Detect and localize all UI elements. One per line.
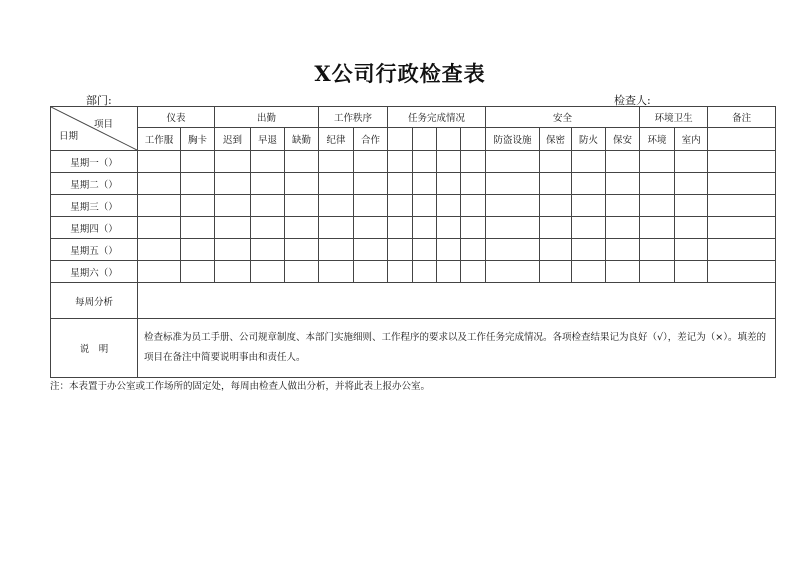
entry-cell[interactable] <box>572 151 606 173</box>
entry-cell[interactable] <box>640 239 675 261</box>
entry-cell[interactable] <box>138 173 181 195</box>
subheader-cell: 室内 <box>675 128 708 151</box>
entry-cell[interactable] <box>181 239 215 261</box>
entry-cell[interactable] <box>675 261 708 283</box>
entry-cell[interactable] <box>640 261 675 283</box>
entry-cell[interactable] <box>675 151 708 173</box>
entry-cell[interactable] <box>388 173 413 195</box>
entry-cell[interactable] <box>354 261 388 283</box>
group-header-anquan: 安全 <box>486 107 640 128</box>
entry-cell[interactable] <box>251 195 285 217</box>
subheader-cell: 防火 <box>572 128 606 151</box>
day-label: 星期六（） <box>51 261 138 283</box>
entry-cell[interactable] <box>437 195 461 217</box>
day-label: 星期三（） <box>51 195 138 217</box>
entry-cell[interactable] <box>319 261 354 283</box>
entry-cell[interactable] <box>181 261 215 283</box>
entry-cell[interactable] <box>486 151 540 173</box>
entry-cell[interactable] <box>572 239 606 261</box>
entry-cell[interactable] <box>215 261 251 283</box>
entry-cell[interactable] <box>388 239 413 261</box>
subheader-cell: 纪律 <box>319 128 354 151</box>
entry-cell[interactable] <box>486 195 540 217</box>
entry-cell[interactable] <box>708 217 776 239</box>
entry-cell[interactable] <box>413 217 437 239</box>
entry-cell[interactable] <box>675 195 708 217</box>
entry-cell[interactable] <box>540 239 572 261</box>
entry-cell[interactable] <box>413 151 437 173</box>
entry-cell[interactable] <box>606 239 640 261</box>
subheader-cell: 防盗设施 <box>486 128 540 151</box>
entry-cell[interactable] <box>640 195 675 217</box>
day-label: 星期四（） <box>51 217 138 239</box>
entry-cell[interactable] <box>413 261 437 283</box>
note-label: 说 明 <box>51 319 138 378</box>
entry-cell[interactable] <box>181 173 215 195</box>
entry-cell[interactable] <box>708 239 776 261</box>
entry-cell[interactable] <box>388 151 413 173</box>
entry-cell[interactable] <box>437 151 461 173</box>
page-title: X公司行政检查表 <box>314 61 486 86</box>
entry-cell[interactable] <box>319 195 354 217</box>
entry-cell[interactable] <box>215 217 251 239</box>
entry-cell[interactable] <box>461 195 486 217</box>
corner-label-item: 项目 <box>93 119 113 130</box>
entry-cell[interactable] <box>215 239 251 261</box>
entry-cell[interactable] <box>388 261 413 283</box>
subheader-cell: 迟到 <box>215 128 251 151</box>
entry-cell[interactable] <box>413 173 437 195</box>
entry-cell[interactable] <box>540 195 572 217</box>
subheader-cell: 合作 <box>354 128 388 151</box>
entry-cell[interactable] <box>354 151 388 173</box>
subheader-cell: 胸卡 <box>181 128 215 151</box>
entry-cell[interactable] <box>572 261 606 283</box>
day-label: 星期一（） <box>51 151 138 173</box>
entry-cell[interactable] <box>251 151 285 173</box>
subheader-cell: 缺勤 <box>285 128 319 151</box>
entry-cell[interactable] <box>675 217 708 239</box>
entry-cell[interactable] <box>461 239 486 261</box>
entry-cell[interactable] <box>251 217 285 239</box>
day-label: 星期二（） <box>51 173 138 195</box>
entry-cell[interactable] <box>606 261 640 283</box>
subheader-cell: 保密 <box>540 128 572 151</box>
subheader-cell <box>388 128 413 151</box>
subheader-cell-remark <box>708 128 776 151</box>
weekly-analysis-field[interactable] <box>138 283 776 319</box>
group-header-huanjing: 环境卫生 <box>640 107 708 128</box>
entry-cell[interactable] <box>285 261 319 283</box>
entry-cell[interactable] <box>215 173 251 195</box>
entry-cell[interactable] <box>319 239 354 261</box>
entry-cell[interactable] <box>461 151 486 173</box>
entry-cell[interactable] <box>251 173 285 195</box>
entry-cell[interactable] <box>606 151 640 173</box>
entry-cell[interactable] <box>640 217 675 239</box>
entry-cell[interactable] <box>251 261 285 283</box>
department-label: 部门: <box>86 94 112 107</box>
group-header-renwu: 任务完成情况 <box>388 107 486 128</box>
entry-cell[interactable] <box>486 239 540 261</box>
entry-cell[interactable] <box>413 195 437 217</box>
subheader-cell: 早退 <box>251 128 285 151</box>
entry-cell[interactable] <box>138 195 181 217</box>
corner-header-cell <box>51 107 138 151</box>
entry-cell[interactable] <box>486 217 540 239</box>
entry-cell[interactable] <box>437 173 461 195</box>
entry-cell[interactable] <box>251 239 285 261</box>
entry-cell[interactable] <box>461 217 486 239</box>
entry-cell[interactable] <box>285 173 319 195</box>
entry-cell[interactable] <box>640 173 675 195</box>
entry-cell[interactable] <box>437 239 461 261</box>
entry-cell[interactable] <box>354 195 388 217</box>
entry-cell[interactable] <box>708 151 776 173</box>
entry-cell[interactable] <box>540 217 572 239</box>
entry-cell[interactable] <box>606 173 640 195</box>
group-header-yibiao: 仪表 <box>138 107 215 128</box>
entry-cell[interactable] <box>413 239 437 261</box>
entry-cell[interactable] <box>606 217 640 239</box>
entry-cell[interactable] <box>708 195 776 217</box>
entry-cell[interactable] <box>708 173 776 195</box>
entry-cell[interactable] <box>675 173 708 195</box>
entry-cell[interactable] <box>138 217 181 239</box>
inspection-table <box>50 106 776 378</box>
entry-cell[interactable] <box>486 261 540 283</box>
entry-cell[interactable] <box>319 217 354 239</box>
entry-cell[interactable] <box>138 239 181 261</box>
entry-cell[interactable] <box>319 173 354 195</box>
day-label: 星期五（） <box>51 239 138 261</box>
subheader-cell <box>461 128 486 151</box>
entry-cell[interactable] <box>138 151 181 173</box>
entry-cell[interactable] <box>388 217 413 239</box>
entry-cell[interactable] <box>354 217 388 239</box>
entry-cell[interactable] <box>675 239 708 261</box>
footnote: 注：本表置于办公室或工作场所的固定处，每周由检查人做出分析，并将此表上报办公室。 <box>50 381 431 392</box>
entry-cell[interactable] <box>606 195 640 217</box>
subheader-cell: 工作服 <box>138 128 181 151</box>
entry-cell[interactable] <box>388 195 413 217</box>
entry-cell[interactable] <box>285 195 319 217</box>
group-header-chuqin: 出勤 <box>215 107 319 128</box>
entry-cell[interactable] <box>540 173 572 195</box>
entry-cell[interactable] <box>285 239 319 261</box>
entry-cell[interactable] <box>572 195 606 217</box>
subheader-cell <box>413 128 437 151</box>
entry-cell[interactable] <box>215 151 251 173</box>
corner-label-date: 日期 <box>59 131 79 142</box>
entry-cell[interactable] <box>461 261 486 283</box>
entry-cell[interactable] <box>319 151 354 173</box>
entry-cell[interactable] <box>572 217 606 239</box>
entry-cell[interactable] <box>285 151 319 173</box>
entry-cell[interactable] <box>461 173 486 195</box>
entry-cell[interactable] <box>354 173 388 195</box>
entry-cell[interactable] <box>181 151 215 173</box>
note-text: 检查标准为员工手册、公司规章制度、本部门实施细则、工作程序的要求以及工作任务完成情况。各项检查结果记为良好（√），差记为（×）。填差的项目在备注中简要说明事由和责任人。 <box>138 319 776 378</box>
entry-cell[interactable] <box>540 261 572 283</box>
entry-cell[interactable] <box>354 239 388 261</box>
entry-cell[interactable] <box>486 173 540 195</box>
subheader-cell <box>437 128 461 151</box>
entry-cell[interactable] <box>640 151 675 173</box>
group-header-zhixu: 工作秩序 <box>319 107 388 128</box>
entry-cell[interactable] <box>181 195 215 217</box>
subheader-cell: 环境 <box>640 128 675 151</box>
entry-cell[interactable] <box>540 151 572 173</box>
entry-cell[interactable] <box>437 261 461 283</box>
weekly-analysis-label: 每周分析 <box>51 283 138 319</box>
subheader-cell: 保安 <box>606 128 640 151</box>
entry-cell[interactable] <box>181 217 215 239</box>
inspector-label: 检查人: <box>614 94 651 107</box>
entry-cell[interactable] <box>138 261 181 283</box>
entry-cell[interactable] <box>215 195 251 217</box>
entry-cell[interactable] <box>708 261 776 283</box>
entry-cell[interactable] <box>285 217 319 239</box>
entry-cell[interactable] <box>572 173 606 195</box>
entry-cell[interactable] <box>437 217 461 239</box>
group-header-beizhu: 备注 <box>708 107 776 128</box>
